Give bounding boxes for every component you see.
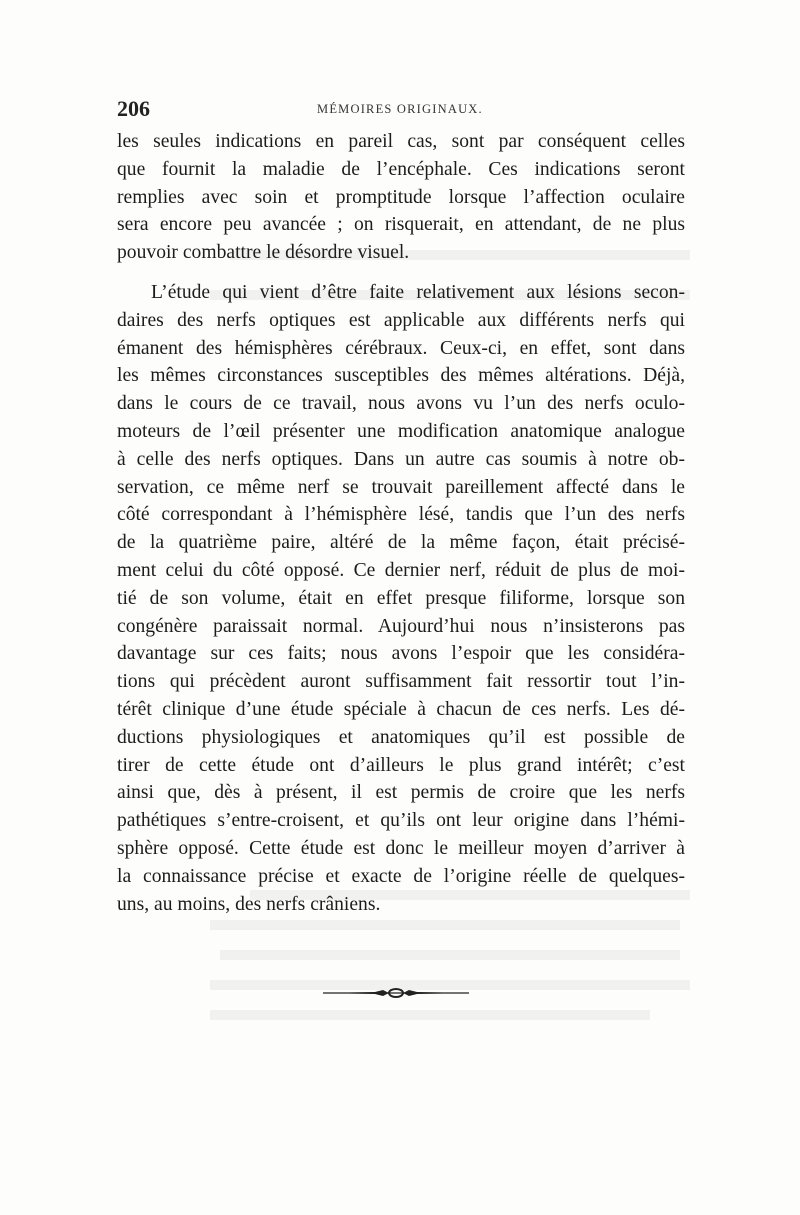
text-line: tié de son volume, était en effet presque filiforme, lorsque son xyxy=(117,587,685,609)
text-line: congénère paraissait normal. Aujourd’hui nous n’insisterons pas xyxy=(117,615,685,637)
text-line: à celle des nerfs optiques. Dans un autre cas soumis à notre ob- xyxy=(117,448,685,470)
text-line: remplies avec soin et promptitude lorsque l’affection oculaire xyxy=(117,186,685,208)
paragraph-1 xyxy=(117,128,685,267)
text-line: sera encore peu avancée ; on risquerait, en attendant, de ne plus xyxy=(117,214,685,236)
text-line: sphère opposé. Cette étude est donc le meilleur moyen d’arriver à xyxy=(117,837,685,859)
text-line: ment celui du côté opposé. Ce dernier nerf, réduit de plus de moi- xyxy=(117,559,685,581)
text-line: les mêmes circonstances susceptibles des mêmes altérations. Déjà, xyxy=(117,365,685,387)
text-line: L’étude qui vient d’être faite relativement aux lésions secon- xyxy=(151,281,685,303)
page-number: 206 xyxy=(117,96,150,121)
text-line: ductions physiologiques et anatomiques qu’il est possible de xyxy=(117,726,685,748)
running-head: MÉMOIRES ORIGINAUX. xyxy=(317,102,483,116)
text-line: térêt clinique d’une étude spéciale à chacun de ces nerfs. Les dé- xyxy=(117,698,685,720)
text-line: pouvoir combattre le désordre visuel. xyxy=(117,242,410,264)
text-line: que fournit la maladie de l’encéphale. Ces indications seront xyxy=(117,158,685,180)
text-line: émanent des hémisphères cérébraux. Ceux-ci, en effet, sont dans xyxy=(117,337,685,359)
text-line: de la quatrième paire, altéré de la même façon, était précisé- xyxy=(117,532,685,554)
text-line: dans le cours de ce travail, nous avons vu l’un des nerfs oculo- xyxy=(117,393,685,415)
text-line: daires des nerfs optiques est applicable aux différents nerfs qui xyxy=(117,309,685,331)
text-line: tirer de cette étude ont d’ailleurs le plus grand intérêt; c’est xyxy=(117,754,685,776)
page-header xyxy=(117,96,685,126)
body-text xyxy=(117,128,685,918)
text-line: uns, au moins, des nerfs crâniens. xyxy=(117,893,381,915)
text-line: côté correspondant à l’hémisphère lésé, tandis que l’un des nerfs xyxy=(117,504,685,526)
paragraph-gap xyxy=(117,267,685,279)
text-line: les seules indications en pareil cas, sont par conséquent celles xyxy=(117,131,685,152)
text-line: la connaissance précise et exacte de l’origine réelle de quelques- xyxy=(117,865,685,887)
text-line: servation, ce même nerf se trouvait pareillement affecté dans le xyxy=(117,476,685,498)
paragraph-2 xyxy=(117,279,685,918)
text-line: tions qui précèdent auront suffisamment fait ressortir tout l’in- xyxy=(117,671,685,693)
text-line: ainsi que, dès à présent, il est permis de croire que les nerfs xyxy=(117,782,685,804)
end-ornament-icon xyxy=(323,986,469,1000)
text-line: moteurs de l’œil présenter une modification anatomique analogue xyxy=(117,420,685,442)
text-line: davantage sur ces faits; nous avons l’espoir que les considéra- xyxy=(117,643,685,665)
text-line: pathétiques s’entre-croisent, et qu’ils ont leur origine dans l’hémi- xyxy=(117,810,685,832)
